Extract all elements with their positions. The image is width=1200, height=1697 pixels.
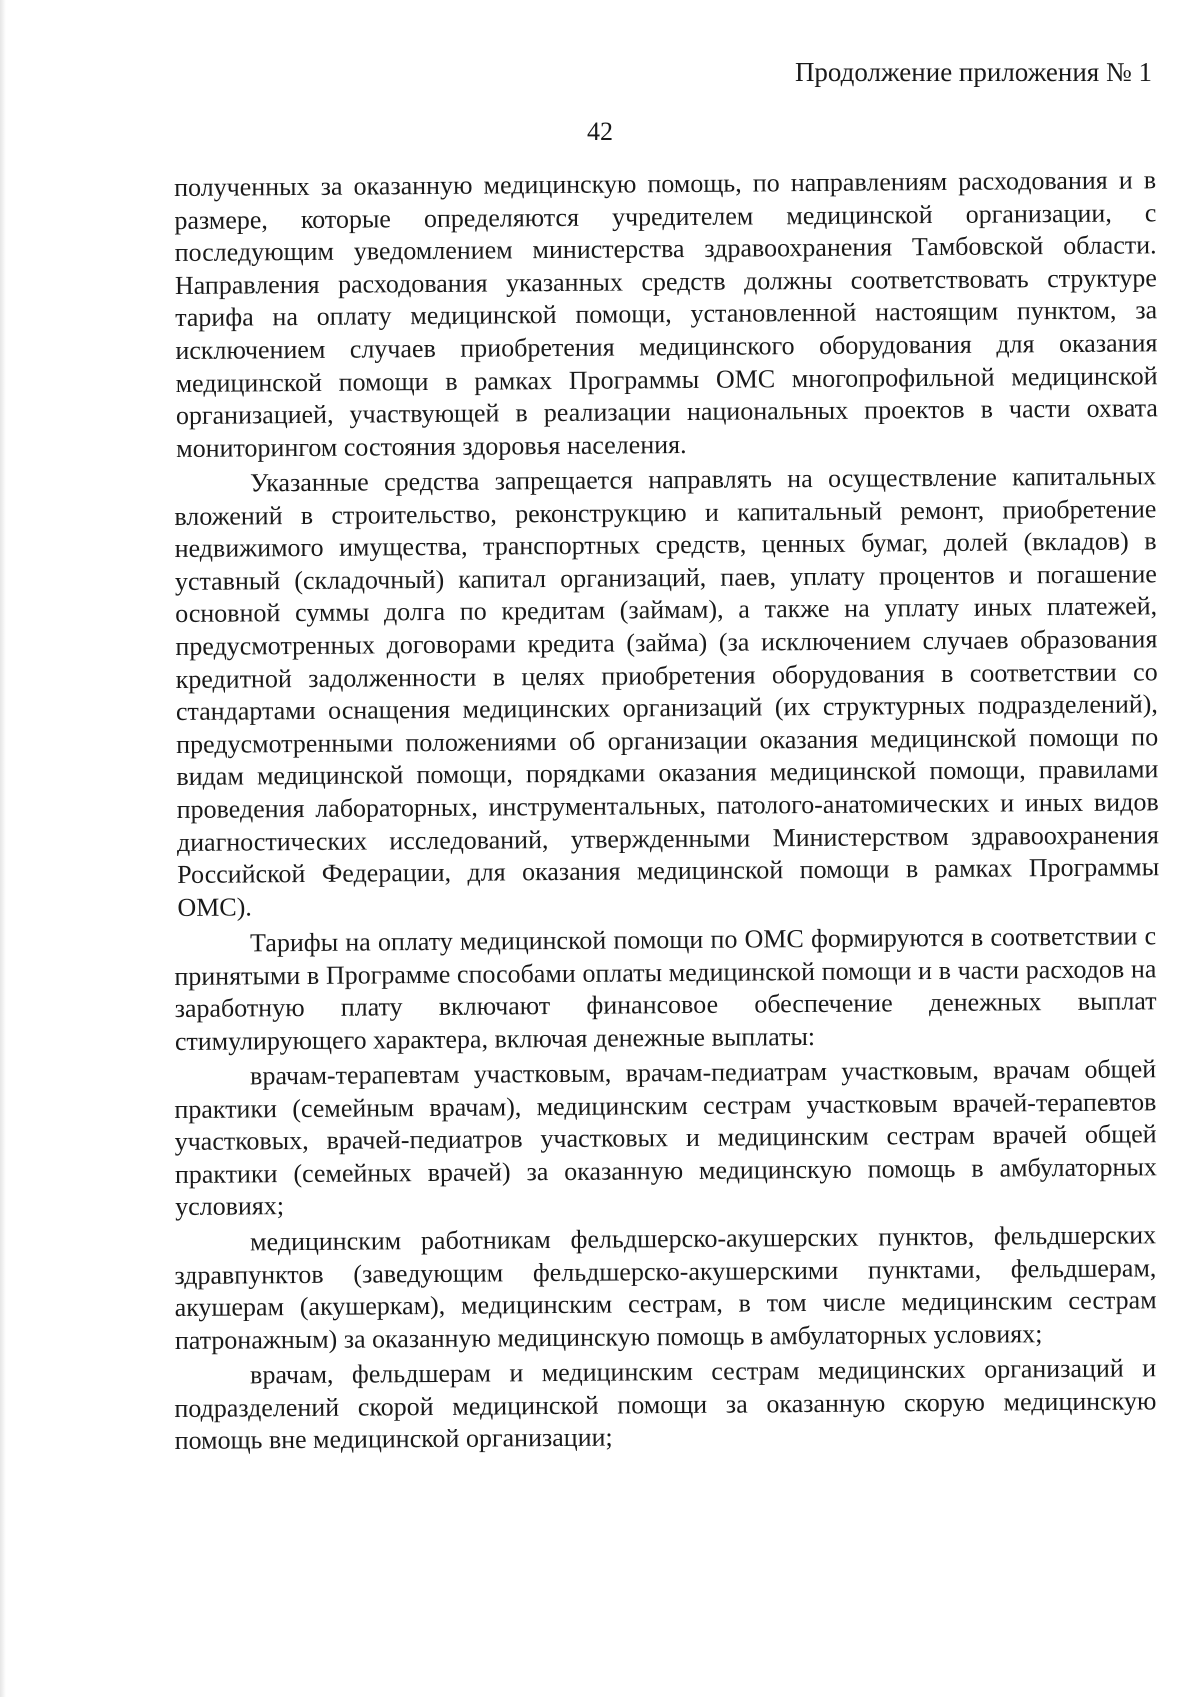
paragraph-prohibited-uses: Указанные средства запрещается направлять на осуществление капитальных вложений в строительство, реконструкцию и капитальный ремонт, приобретение недвижимого имущества, транспортных средств, ценных бумаг, долей (вкладов) в уставный (складочный) капитал организаций, паев, уплату процентов и погашение основной суммы долга по кредитам (займам), а также на уплату иных платежей, предусмотренных договорами кредита (займа) (за исключением случаев образования кредитной задолженности в целях приобретения оборудования в соответствии со стандартами оснащения медицинских организаций (их структурных подразделений), предусмотренными положениями об организации оказания медицинской помощи по видам медицинской помощи, порядками оказания медицинской помощи, правилами проведения лабораторных, инструментальных, патолого-анатомических и иных видов диагностических исследований, утвержденными Министерством здравоохранения Российской Федерации, для оказания медицинской помощи в рамках Программы ОМС).	[174, 461, 1160, 923]
page-number: 42	[587, 117, 613, 146]
list-item-district-doctors: врачам-терапевтам участковым, врачам-педиатрам участковым, врачам общей практики (семейным врачам), медицинским сестрам участковым врачей-терапевтов участковых, врачей-педиатров участковых и медицинским сестрам врачей общей практики (семейных врачей) за оказанную медицинскую помощь в амбулаторных условиях;	[174, 1054, 1157, 1222]
list-item-feldsher-stations: медицинским работникам фельдшерско-акушерских пунктов, фельдшерских здравпунктов (заведующим фельдшерско-акушерскими пунктами, фельдшерам, акушерам (акушеркам), медицинским сестрам, в том числе медицинским сестрам патронажным) за оказанную медицинскую помощь в амбулаторных условиях;	[174, 1220, 1157, 1355]
paragraph-continuation: полученных за оказанную медицинскую помощь, по направлениям расходования и в размере, которые определяются учредителем медицинской организации, с последующим уведомлением министерства здравоохранения Тамбовской области. Направления расходования указанных средств должны соответствовать структуре тарифа на оплату медицинской помощи, установленной настоящим пунктом, за исключением случаев приобретения медицинского оборудования для оказания медицинской помощи в рамках Программы ОМС многопрофильной медицинской организацией, участвующей в реализации национальных проектов в части охвата мониторингом состояния здоровья населения.	[174, 165, 1158, 463]
appendix-continuation-note: Продолжение приложения № 1	[794, 57, 1152, 87]
paragraph-tariffs: Тарифы на оплату медицинской помощи по ОМС формируются в соответствии с принятыми в Программе способами оплаты медицинской помощи и в части расходов на заработную плату включают финансовое обеспечение денежных выплат стимулирующего характера, включая денежные выплаты:	[174, 920, 1157, 1056]
document-body	[174, 165, 1160, 1458]
scan-edge	[0, 0, 6, 1697]
list-item-emergency-care: врачам, фельдшерам и медицинским сестрам медицинских организаций и подразделений скорой медицинской помощи за оказанную скорую медицинскую помощь вне медицинской организации;	[174, 1353, 1157, 1456]
